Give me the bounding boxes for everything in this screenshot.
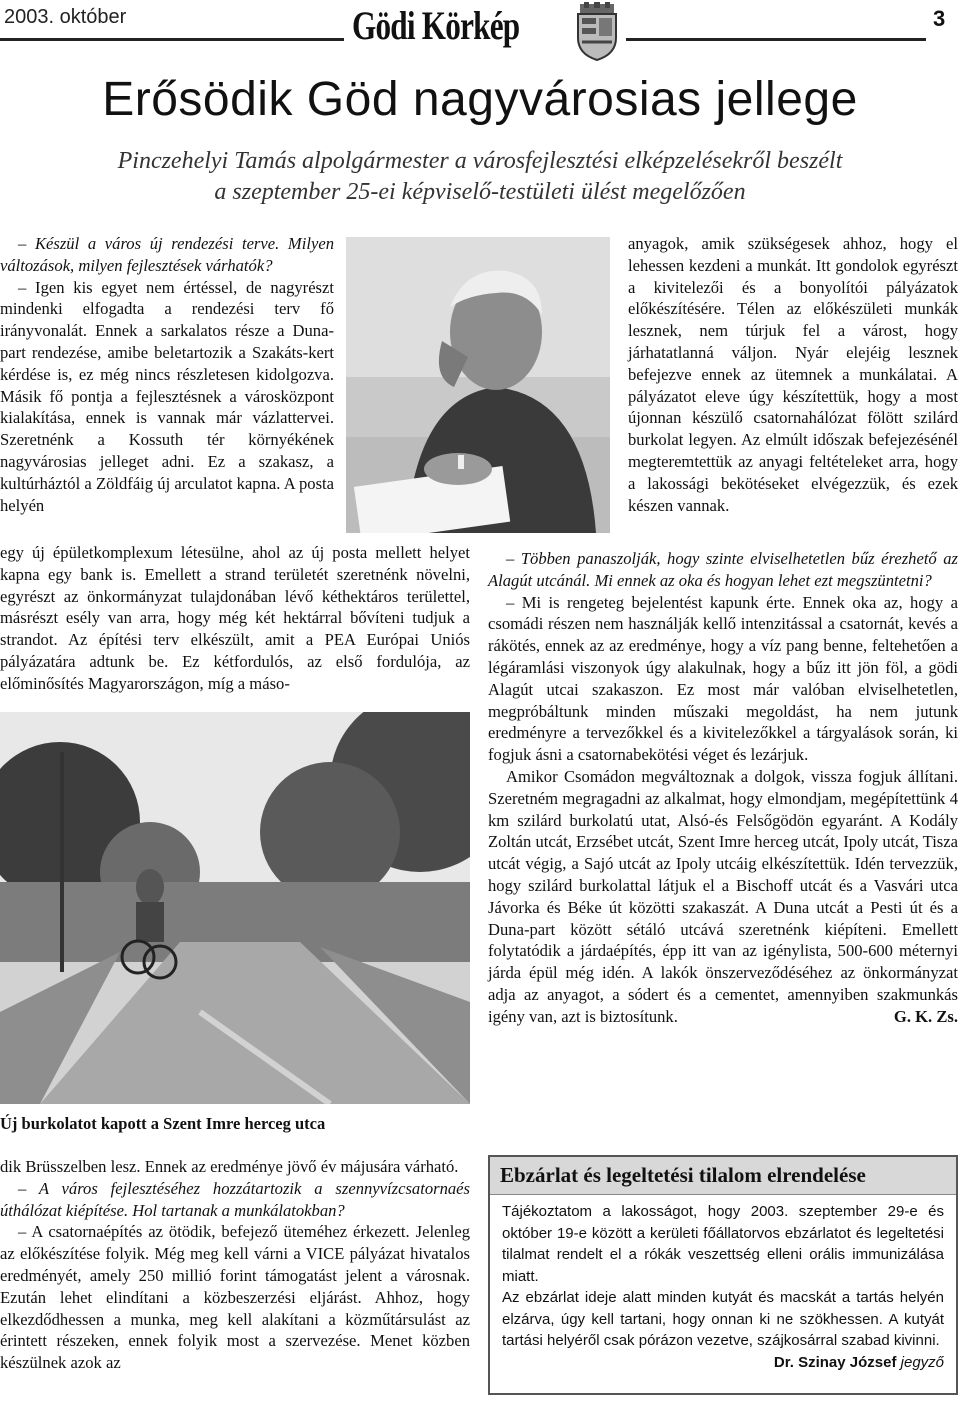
answer-3-continued	[488, 766, 958, 1028]
left-bottom-column	[0, 1156, 470, 1374]
header-rule-right	[626, 38, 926, 41]
answer-2-continued: anyagok, amik szükségesek ahhoz, hogy el lehessen kezdeni a munkát. Itt gondolok egyrészt a kivitelezői és a bonyolítói pályázatok előkészítésére. Télen az előkészületi munkák lesznek, nem túrjuk fel a várost, hogy járhatatlanná váljon. Nyár elejéig lesznek befejezve ennek az ütemnek a munkálatai. A pályázatot eleve úgy készítettük, hogy a most újonnan készülő csatornahálózat fölött szilárd burkolat legyen. Az elmúlt időszak befejezésénél megteremtettük az anyagi feltételeket arra, hogy a lakossági bekötéseket elvégezzük, és ezek készen vannak.	[628, 234, 958, 515]
author-signature: G. K. Zs.	[893, 1006, 958, 1026]
portrait-photo	[346, 237, 610, 533]
article-subtitle	[0, 146, 960, 208]
notice-title: Ebzárlat és legeltetési tilalom elrendelése	[490, 1157, 956, 1195]
subtitle-line-1: Pinczehelyi Tamás alpolgármester a városfejlesztési elképzelésekről beszélt	[117, 148, 843, 174]
masthead: Gödi Körkép	[352, 3, 520, 48]
street-photo	[0, 712, 470, 1104]
right-wide-column	[488, 548, 958, 1028]
answer-1-end: dik Brüsszelben lesz. Ennek az eredménye jövő év májusára várható.	[0, 1157, 459, 1176]
left-wide-text	[0, 542, 470, 695]
header-rule-left	[0, 38, 344, 41]
subtitle-line-2: a szeptember 25-ei képviselő-testületi ülést megelőzően	[214, 179, 746, 205]
answer-2: – A csatornaépítés az ötödik, befejező üteméhez érkezett. Jelenleg az előkészítése folyik. Még meg kell várni a VICE pályázat hivatalos eredményét, amely 250 millió forint támogatást jelent a városnak. Ezután lehet elindítani a közbeszerzési eljárást. Ahhoz, hogy elkezdődhessen a munka, meg kell alakítani a közműtársulást az érintett részeken, ennek folyik most a szervezése. Menet közben készülnek azok az	[0, 1222, 470, 1373]
page-number: 3	[933, 6, 946, 31]
issue-date: 2003. október	[4, 6, 127, 28]
question-1: – Készül a város új rendezési terve. Milyen változások, milyen fejlesztések várhatók?	[0, 234, 334, 275]
notice-box	[488, 1155, 958, 1395]
coat-of-arms-icon	[574, 2, 620, 62]
notice-paragraph-2-text: Az ebzárlat ideje alatt minden kutyát és macskát a tartás helyén elzárva, úgy kell tartani, hogy onnan ki ne szökhessen. A kutyát tartási helyéről csak pórázon vezetve, szájkosárral szabad kivinni.	[502, 1289, 944, 1349]
answer-1-continued: egy új épületkomplexum létesülne, ahol az új posta mellett helyet kapna egy bank is. Emellett a strand területét szeretnénk növelni, egyrészt az önkormányzat tulajdonában lévő kéthektáros területtel, másrészt esély van arra, hogy még két hektárral bővíteni tudjuk a strandot. Az építési terv elkészült, amit a PEA Európai Uniós pályázatára adtunk be. Ez kétfordulós, az első fordulója, az előminősítés Magyarországon, míg a máso-	[0, 543, 470, 693]
photo-caption: Új burkolatot kapott a Szent Imre herceg utca	[0, 1114, 326, 1133]
question-2: – A város fejlesztéséhez hozzátartozik a szennyvízcsatornaés úthálózat kiépítése. Hol tartanak a munkálatokban?	[0, 1178, 470, 1220]
answer-1: – Igen kis egyet nem értéssel, de nagyrészt mindenki elfogadta a rendezési terv fő irányvonalát. Ennek a sarkalatos része a Duna-part rendezése, amibe beletartozik a Szakáts-kert kérdése is, ez még nincs részletesen kidolgozva. Másik fő pontja a fejlesztésnek a városközpont kialakítása, ennek is vannak már vázlattervei. Szeretnénk a Kossuth tér környékének nagyvárosias jelleget adni. Ez a szakasz, a kultúrháztól a Zöldfáig új arculatot kapna. A posta helyén	[0, 277, 334, 515]
notice-author: Dr. Szinay József	[773, 1353, 897, 1371]
notice-body	[490, 1195, 956, 1371]
notice-signature	[774, 1352, 944, 1374]
notice-author-role: jegyző	[900, 1353, 944, 1371]
answer-3: – Mi is rengeteg bejelentést kapunk érte. Ennek oka az, hogy a csomádi részen nem használják kellő intenzitással a csatornát, kevés a rákötés, ennek az az eredménye, hogy a víz pang benne, feltehetően a légáramlási viszonyok úgy alakulnak, hogy a bűz itt jön föl, a gödi Alagút utcai szakaszon. Ez most már valóban elviselhetetlen, megpróbáltunk minden műszaki megoldást, ha nem jutunk eredményre a tervezőkkel és a kivitelezőkkel a tárgyalások során, ki fogjuk ásni a csatornabekötési véget és lezárjuk.	[488, 592, 958, 765]
notice-paragraph-1: Tájékoztatom a lakosságot, hogy 2003. szeptember 29-e és október 19-e között a kerületi főállatorvos ebzárlatot és legeltetési tilalmat rendelt el a rókák veszettség elleni orális immunizálása miatt.	[502, 1203, 944, 1285]
notice-paragraph-2	[502, 1287, 944, 1371]
left-narrow-column	[0, 233, 334, 516]
article-headline: Erősödik Göd nagyvárosias jellege	[102, 73, 858, 126]
answer-3-final-text: Amikor Csomádon megváltoznak a dolgok, vissza fogjuk állítani. Szeretném megragadni az alkalmat, hogy elmondjam, megépítettünk 4 km szilárd burkolatú utat, Alsó-és Felsőgödön egyaránt. A Kodály Zoltán utcát, Erzsébet utcát, Szent Imre herceg utcát, Ipoly utcát, Tisza utcát végig, a Sajó utcát az Ipoly utcáig elkészítettük. Idén tervezzük, hogy szilárd burkolattal látjuk el a Bischoff utcát és a Vasvári utca Jávorka és Béke út közötti szakaszát. A Duna utcát a Pesti út és a Duna-part között sétáló utcává szeretnénk kiépíteni. Emellett folytatódik a járdaépítés, épp itt van az igénylista, 500-600 méternyi járda épül még idén. A lakók önszerveződéséhez az önkormányzat adja az anyagot, a sódert és a cementet, amennyiben szakmunkás igény van, azt is biztosítunk.	[488, 766, 958, 1026]
right-narrow-column	[628, 233, 958, 516]
question-3: – Többen panaszolják, hogy szinte elviselhetetlen bűz érezhető az Alagút utcánál. Mi ennek az oka és hogyan lehet ezt megszüntetni?	[488, 549, 958, 590]
